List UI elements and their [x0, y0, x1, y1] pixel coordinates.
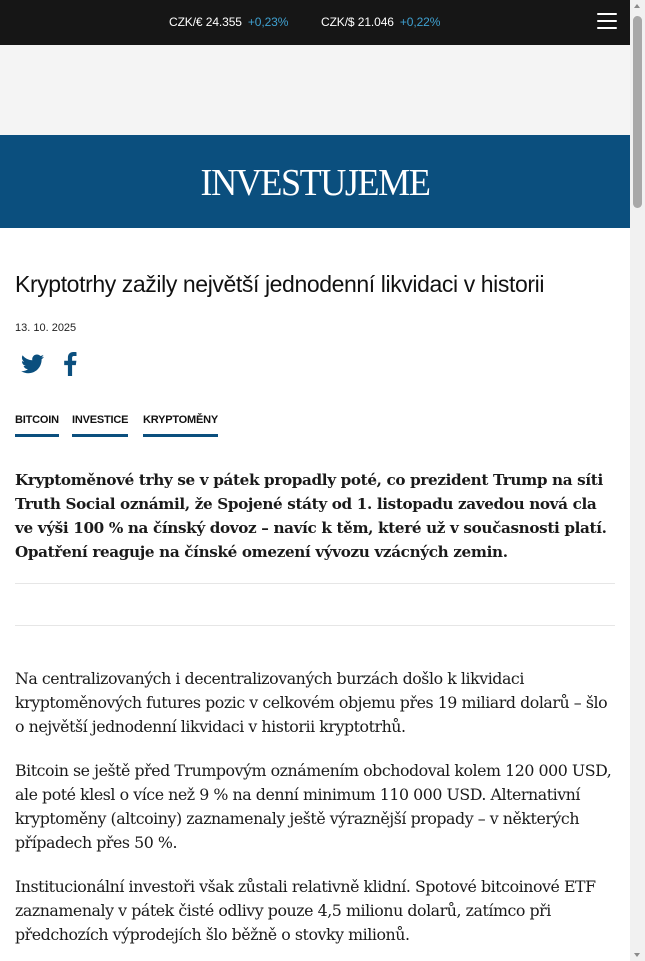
hamburger-menu-icon[interactable] [597, 13, 617, 31]
scrollbar-thumb[interactable] [633, 16, 642, 208]
ticker-pair-label: CZK/$ 21.046 [321, 15, 394, 29]
tag-kryptomeny[interactable]: KRYPTOMĚNY [143, 414, 218, 437]
facebook-icon[interactable] [63, 352, 77, 376]
site-logo[interactable]: INVESTUJEME [200, 162, 430, 204]
ticker-czk-eur[interactable] [169, 15, 288, 29]
ticker-czk-usd[interactable] [321, 15, 440, 29]
article-paragraph: Na centralizovaných i decentralizovaných burzách došlo k likvidaci kryptoměnových futures pozic v celkovém objemu přes 19 miliard dolarů – šlo o největší jednodenní likvidaci v historii kryptotrhů. [15, 669, 608, 736]
ticker-change: +0,22% [399, 15, 441, 29]
scroll-up-arrow-icon[interactable] [634, 4, 640, 8]
tag-bitcoin[interactable]: BITCOIN [15, 414, 59, 437]
site-header [0, 135, 630, 228]
divider [15, 625, 615, 626]
ticker-change: +0,23% [247, 15, 289, 29]
article-title: Kryptotrhy zažily největší jednodenní likvidaci v historii [15, 271, 545, 297]
divider [15, 583, 615, 584]
article-date: 13. 10. 2025 [15, 322, 77, 334]
twitter-icon[interactable] [21, 354, 44, 374]
tag-investice[interactable]: INVESTICE [72, 414, 128, 437]
vertical-scrollbar[interactable] [630, 0, 645, 961]
article-paragraph: Institucionální investoři však zůstali relativně klidní. Spotové bitcoinové ETF zaznamenaly v pátek čisté odlivy pouze 4,5 milionu dolarů, zatímco při předchozích výprodejích šlo běžně o stovky milionů. [15, 877, 596, 944]
currency-ticker-bar [0, 0, 630, 45]
article-perex: Kryptoměnové trhy se v pátek propadly poté, co prezident Trump na síti Truth Social oznámil, že Spojené státy od 1. listopadu zavedou nová cla ve výši 100 % na čínský dovoz – navíc k těm, které už v současnosti platí. Opatření reaguje na čínské omezení vývozu vzácných zemin. [15, 471, 607, 561]
article-paragraph: Bitcoin se ještě před Trumpovým oznámením obchodoval kolem 120 000 USD, ale poté klesl o více než 9 % na denní minimum 110 000 USD. Alternativní kryptoměny (altcoiny) zaznamenaly ještě výraznější propady – v některých případech přes 50 %. [15, 761, 612, 852]
ad-placeholder [0, 45, 630, 135]
scroll-down-arrow-icon[interactable] [634, 953, 640, 957]
ticker-pair-label: CZK/€ 24.355 [169, 15, 242, 29]
